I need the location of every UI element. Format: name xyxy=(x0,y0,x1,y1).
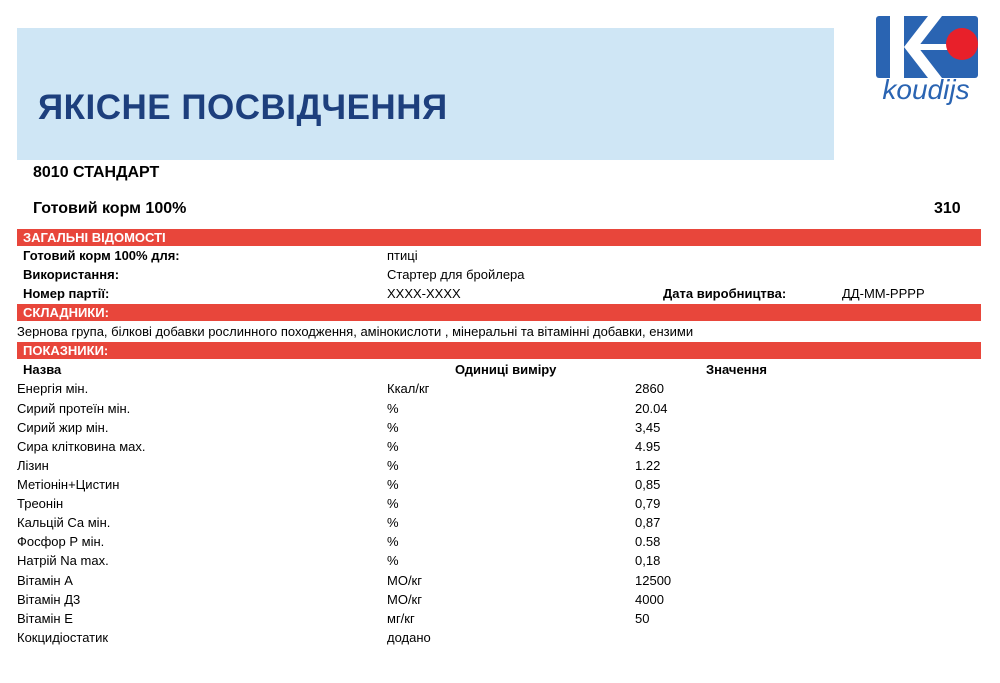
row-unit: МО/кг xyxy=(387,592,422,607)
row-name: Енергія мін. xyxy=(17,381,89,396)
row-value: 20.04 xyxy=(635,401,668,416)
general-batch-value: XXXX-XXXX xyxy=(387,286,461,301)
general-usage-label: Використання: xyxy=(23,267,120,282)
koudijs-logo xyxy=(870,16,982,116)
row-name: Сира клітковина мах. xyxy=(17,439,146,454)
row-unit: МО/кг xyxy=(387,573,422,588)
row-value: 3,45 xyxy=(635,420,661,435)
row-value: 0,18 xyxy=(635,553,661,568)
row-name: Лізин xyxy=(17,458,49,473)
row-name: Вітамін Е xyxy=(17,611,73,626)
general-batch-label: Номер партії: xyxy=(23,286,110,301)
row-name: Кальцій Са мін. xyxy=(17,515,111,530)
row-value: 4.95 xyxy=(635,439,661,454)
section-ingredients-heading: СКЛАДНИКИ: xyxy=(17,304,981,321)
logo-text: koudijs xyxy=(882,74,970,105)
product-number: 310 xyxy=(934,200,961,217)
product-name: Готовий корм 100% xyxy=(33,200,187,217)
row-value: 2860 xyxy=(635,381,664,396)
row-name: Сирий жир мін. xyxy=(17,420,109,435)
row-unit: % xyxy=(387,401,399,416)
row-unit: % xyxy=(387,496,399,511)
general-date-label: Дата виробництва: xyxy=(663,286,787,301)
section-indicators-heading: ПОКАЗНИКИ: xyxy=(17,342,981,359)
row-name: Сирий протеїн мін. xyxy=(17,401,131,416)
product-code: 8010 СТАНДАРТ xyxy=(33,164,160,181)
row-unit: % xyxy=(387,420,399,435)
row-name: Треонін xyxy=(17,496,64,511)
row-name: Натрій Na max. xyxy=(17,553,109,568)
row-name: Вітамін Д3 xyxy=(17,592,81,607)
row-name: Фосфор Р мін. xyxy=(17,534,105,549)
row-unit: % xyxy=(387,439,399,454)
ingredients-text: Зернова група, білкові добавки рослинного походження, амінокислоти , мінеральні та вітамінні добавки, ензими xyxy=(17,324,694,339)
row-value: 4000 xyxy=(635,592,664,607)
row-unit: додано xyxy=(387,630,431,645)
row-unit: Ккал/кг xyxy=(387,381,430,396)
row-name: Метіонін+Цистин xyxy=(17,477,120,492)
row-name: Кокцидіостатик xyxy=(17,630,109,645)
section-general-heading: ЗАГАЛЬНІ ВІДОМОСТІ xyxy=(17,229,981,246)
row-unit: % xyxy=(387,553,399,568)
row-value: 0,79 xyxy=(635,496,661,511)
row-name: Вітамін А xyxy=(17,573,73,588)
column-header-unit: Одиниці виміру xyxy=(455,362,557,377)
row-unit: % xyxy=(387,477,399,492)
row-value: 0,85 xyxy=(635,477,661,492)
column-header-value: Значення xyxy=(706,362,767,377)
row-value: 0.58 xyxy=(635,534,661,549)
row-value: 0,87 xyxy=(635,515,661,530)
document-title: ЯКІСНЕ ПОСВІДЧЕННЯ xyxy=(38,88,448,127)
row-unit: % xyxy=(387,534,399,549)
row-value: 12500 xyxy=(635,573,672,588)
row-value: 50 xyxy=(635,611,650,626)
logo-mark-icon xyxy=(870,16,982,78)
general-for-label: Готовий корм 100% для: xyxy=(23,248,180,263)
column-header-name: Назва xyxy=(23,362,62,377)
general-date-value: ДД-ММ-РРРР xyxy=(842,286,925,301)
row-unit: % xyxy=(387,458,399,473)
row-unit: мг/кг xyxy=(387,611,415,626)
general-for-value: птиці xyxy=(387,248,418,263)
row-value: 1.22 xyxy=(635,458,661,473)
general-usage-value: Стартер для бройлера xyxy=(387,267,525,282)
row-unit: % xyxy=(387,515,399,530)
